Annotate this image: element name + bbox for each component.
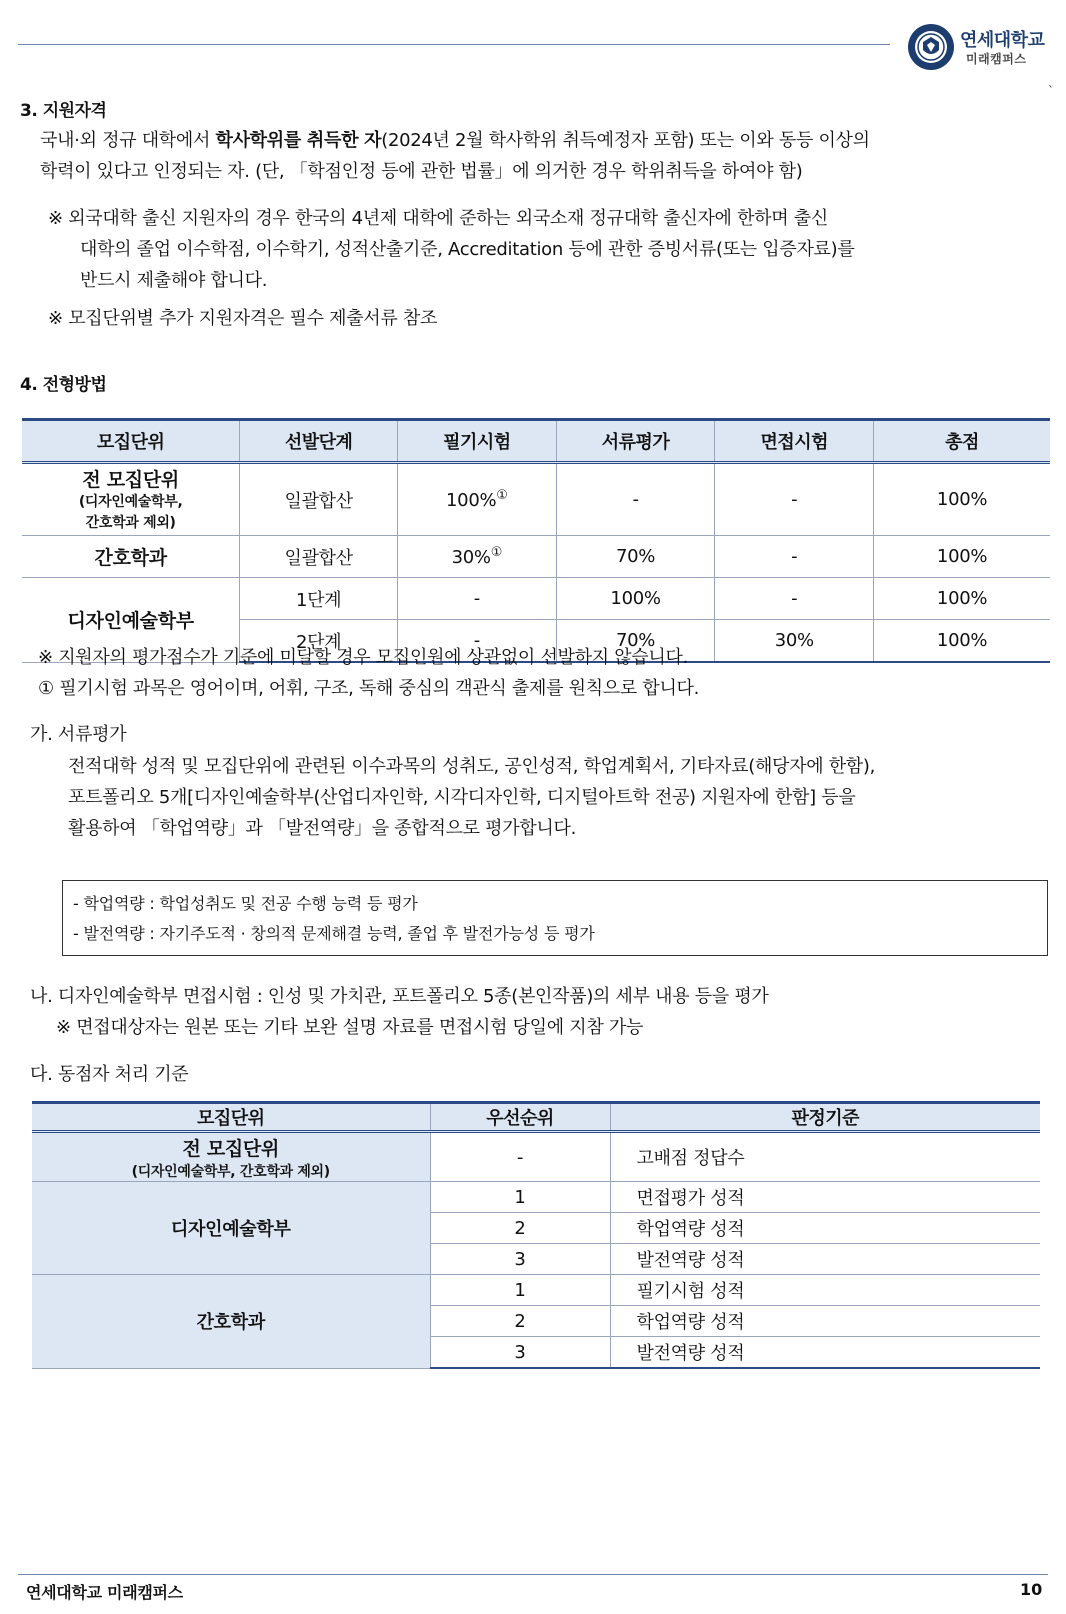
unit-cell: 간호학과 (32, 1275, 430, 1369)
table-header-row (22, 420, 1050, 463)
written-cell: - (398, 578, 557, 620)
section3-note1-line2: 대학의 졸업 이수학점, 이수학기, 성적산출기준, Accreditation 등에 관한 증빙서류(또는 입증자료)를 (80, 239, 855, 260)
col-header-criteria: 판정기준 (610, 1103, 1040, 1132)
unit-note: 간호학과 제외) (85, 515, 176, 531)
total-cell: 100% (874, 463, 1050, 536)
university-name: 연세대학교 (960, 30, 1045, 51)
footer-university: 연세대학교 미래캠퍼스 (26, 1583, 183, 1602)
yonsei-seal-icon (906, 22, 956, 72)
col-header-total: 총점 (874, 420, 1050, 463)
unit-cell: 디자인예술학부 (32, 1182, 430, 1275)
section3-note2: ※ 모집단위별 추가 지원자격은 필수 제출서류 참조 (48, 308, 438, 329)
stage-cell: 일괄합산 (240, 463, 398, 536)
stray-mark: ` (1048, 84, 1054, 98)
unit-cell: 간호학과 (22, 536, 240, 578)
criteria-cell: 고배점 정답수 (610, 1132, 1040, 1182)
written-cell: - (398, 620, 557, 663)
na-line1: 나. 디자인예술학부 면접시험 : 인성 및 가치관, 포트폴리오 5종(본인작품)의 세부 내용 등을 평가 (30, 986, 769, 1007)
section4-title: 4. 전형방법 (20, 375, 107, 395)
selection-method-table (22, 418, 1050, 663)
interview-cell: - (715, 578, 874, 620)
section4-note1: ※ 지원자의 평가점수가 기준에 미달할 경우 모집인원에 상관없이 선발하지 않습니다. (38, 647, 688, 668)
col-header-interview: 면접시험 (715, 420, 874, 463)
header-rule (18, 44, 890, 45)
section3-title: 3. 지원자격 (20, 101, 107, 121)
section3-line2: 학력이 있다고 인정되는 자. (단, 「학점인정 등에 관한 법률」에 의거한 경우 학위취득을 하여야 함) (40, 161, 803, 182)
box-line-academic: - 학업역량 : 학업성취도 및 전공 수행 능력 등 평가 (73, 894, 418, 913)
unit-name: 전 모집단위 (82, 469, 179, 491)
docs-cell: 70% (556, 536, 715, 578)
unit-cell: 디자인예술학부 (22, 578, 240, 663)
section4-note2: ① 필기시험 과목은 영어이며, 어휘, 구조, 독해 중심의 객관식 출제를 원칙으로 합니다. (38, 678, 700, 699)
criteria-cell: 학업역량 성적 (610, 1213, 1040, 1244)
total-cell: 100% (874, 620, 1050, 663)
docs-cell: - (556, 463, 715, 536)
table-row (22, 463, 1050, 536)
box-line-development: - 발전역량 : 자기주도적 · 창의적 문제해결 능력, 졸업 후 발전가능성 등 평가 (73, 924, 595, 943)
docs-cell: 70% (556, 620, 715, 663)
table-row (22, 578, 1050, 620)
unit-cell (22, 463, 240, 536)
priority-cell: 2 (430, 1306, 610, 1337)
ga-line2: 포트폴리오 5개[디자인예술학부(산업디자인학, 시각디자인학, 디지털아트학 전공) 지원자에 한함] 등을 (68, 787, 856, 808)
ga-title: 가. 서류평가 (30, 724, 127, 745)
section3-note1-line3: 반드시 제출해야 합니다. (80, 270, 268, 291)
stage-cell: 2단계 (240, 620, 398, 663)
page-number: 10 (1020, 1580, 1043, 1599)
col-header-docs: 서류평가 (556, 420, 715, 463)
written-cell: 30%① (398, 536, 557, 578)
tie-break-table (32, 1101, 1040, 1369)
criteria-cell: 발전역량 성적 (610, 1244, 1040, 1275)
col-header-priority: 우선순위 (430, 1103, 610, 1132)
priority-cell: 1 (430, 1182, 610, 1213)
criteria-cell: 면접평가 성적 (610, 1182, 1040, 1213)
table-row (32, 1182, 1040, 1213)
section3-line1: 국내·외 정규 대학에서 학사학위를 취득한 자(2024년 2월 학사학위 취득예정자 포함) 또는 이와 동등 이상의 (40, 130, 870, 151)
priority-cell: 3 (430, 1244, 610, 1275)
stage-cell: 1단계 (240, 578, 398, 620)
interview-cell: 30% (715, 620, 874, 663)
unit-note: (디자인예술학부, 간호학과 제외) (131, 1163, 330, 1180)
priority-cell: - (430, 1132, 610, 1182)
table-header-row (32, 1103, 1040, 1132)
section3-note1-line1: ※ 외국대학 출신 지원자의 경우 한국의 4년제 대학에 준하는 외국소재 정규대학 출신자에 한하며 출신 (48, 208, 828, 229)
priority-cell: 2 (430, 1213, 610, 1244)
criteria-cell: 학업역량 성적 (610, 1306, 1040, 1337)
col-header-written: 필기시험 (398, 420, 557, 463)
table-row (22, 536, 1050, 578)
competency-box (62, 880, 1048, 956)
col-header-stage: 선발단계 (240, 420, 398, 463)
unit-cell (32, 1132, 430, 1182)
criteria-cell: 필기시험 성적 (610, 1275, 1040, 1306)
priority-cell: 1 (430, 1275, 610, 1306)
interview-cell: - (715, 463, 874, 536)
criteria-cell: 발전역량 성적 (610, 1337, 1040, 1369)
footer-rule (18, 1574, 1048, 1575)
table-row (32, 1275, 1040, 1306)
written-cell: 100%① (398, 463, 557, 536)
na-line2: ※ 면접대상자는 원본 또는 기타 보완 설명 자료를 면접시험 당일에 지참 가능 (56, 1017, 644, 1038)
unit-name: 전 모집단위 (182, 1137, 280, 1160)
col-header-unit: 모집단위 (32, 1103, 430, 1132)
total-cell: 100% (874, 578, 1050, 620)
priority-cell: 3 (430, 1337, 610, 1369)
total-cell: 100% (874, 536, 1050, 578)
stage-cell: 일괄합산 (240, 536, 398, 578)
campus-name: 미래캠퍼스 (966, 52, 1027, 66)
ga-line1: 전적대학 성적 및 모집단위에 관련된 이수과목의 성취도, 공인성적, 학업계획서, 기타자료(해당자에 한함), (68, 756, 876, 777)
col-header-unit: 모집단위 (22, 420, 240, 463)
unit-note: (디자인예술학부, (78, 494, 183, 510)
ga-line3: 활용하여 「학업역량」과 「발전역량」을 종합적으로 평가합니다. (68, 818, 577, 839)
docs-cell: 100% (556, 578, 715, 620)
table-row (32, 1132, 1040, 1182)
da-title: 다. 동점자 처리 기준 (30, 1064, 189, 1085)
interview-cell: - (715, 536, 874, 578)
